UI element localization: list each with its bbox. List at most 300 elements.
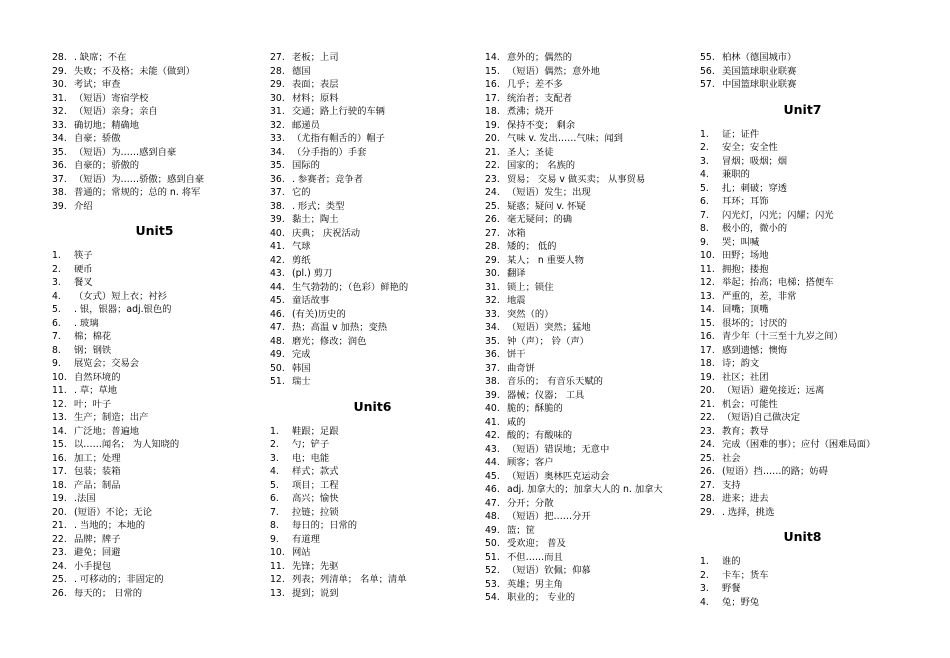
vocab-item xyxy=(700,344,905,358)
item-number: 3. xyxy=(52,277,61,288)
item-definition: 脆的；酥脆的 xyxy=(507,403,563,414)
vocab-item xyxy=(485,200,690,214)
item-number: 16. xyxy=(52,452,67,464)
item-number: 9. xyxy=(270,533,279,545)
item-definition: 意外的；偶然的 xyxy=(507,52,573,63)
item-definition: 展览会；交易会 xyxy=(74,358,140,369)
item-definition: 篮；筐 xyxy=(507,524,535,536)
item-number: 10. xyxy=(270,547,285,558)
unit-heading: Unit8 xyxy=(783,529,822,544)
item-number: 25. xyxy=(52,574,67,585)
item-definition: 职业的； 专业的 xyxy=(507,592,576,603)
item-number: 40. xyxy=(270,227,285,239)
item-number: 51. xyxy=(485,551,500,563)
item-number: 4. xyxy=(52,290,61,302)
vocab-item xyxy=(485,335,690,349)
vocab-item xyxy=(485,186,690,200)
item-number: 19. xyxy=(485,119,500,131)
vocab-item xyxy=(270,492,475,506)
item-definition: 器械；仪器； 工具 xyxy=(507,389,585,401)
vocab-item xyxy=(485,578,690,592)
item-definition: 感到遗憾；懊悔 xyxy=(722,344,788,356)
item-number: 47. xyxy=(270,322,285,333)
vocab-item xyxy=(270,362,475,376)
vocab-item xyxy=(270,348,475,362)
vocab-item xyxy=(485,308,690,322)
vocab-item xyxy=(270,51,475,65)
vocab-item xyxy=(52,587,257,601)
vocab-item xyxy=(270,452,475,466)
item-definition: 广泛地；普遍地 xyxy=(74,425,140,437)
vocab-item xyxy=(700,65,905,79)
vocab-item xyxy=(700,222,905,236)
item-number: 10. xyxy=(52,371,67,383)
vocab-item xyxy=(700,141,905,155)
vocab-item xyxy=(700,236,905,250)
item-definition: 社会 xyxy=(722,452,741,464)
vocab-item xyxy=(52,317,257,331)
item-definition: 很坏的；讨厌的 xyxy=(722,317,788,329)
item-number: 30. xyxy=(485,268,500,279)
item-number: 12. xyxy=(700,277,715,288)
item-definition: 老板；上司 xyxy=(292,52,339,63)
item-number: 36. xyxy=(485,349,500,360)
vocab-item xyxy=(270,227,475,241)
item-number: 54. xyxy=(485,592,500,603)
item-definition: 确切地；精确地 xyxy=(74,119,140,131)
vocab-item xyxy=(485,497,690,511)
vocab-item xyxy=(52,51,257,65)
vocab-item xyxy=(270,479,475,493)
item-number: 22. xyxy=(485,160,500,171)
vocab-item xyxy=(270,240,475,254)
vocab-item xyxy=(485,362,690,376)
vocab-item xyxy=(52,398,257,412)
vocab-item xyxy=(700,317,905,331)
vocab-item xyxy=(485,537,690,551)
item-number: 44. xyxy=(485,457,500,468)
vocab-item xyxy=(52,438,257,452)
item-definition: 进来；进去 xyxy=(722,493,769,504)
item-number: 14. xyxy=(700,304,715,315)
item-definition: 分开；分散 xyxy=(507,497,554,509)
item-definition: (pl.) 剪刀 xyxy=(292,268,333,279)
item-number: 2. xyxy=(700,569,709,581)
item-definition: （短语）偶然；意外地 xyxy=(507,65,600,77)
vocab-item xyxy=(52,560,257,574)
vocab-item xyxy=(700,182,905,196)
vocab-item xyxy=(485,524,690,538)
item-number: 22. xyxy=(700,412,715,423)
item-number: 33. xyxy=(270,133,285,144)
item-definition: 圣人；圣徒 xyxy=(507,146,554,158)
item-definition: 顾客；客户 xyxy=(507,457,554,468)
vocab-item xyxy=(52,290,257,304)
item-definition: 田野；场地 xyxy=(722,250,769,261)
item-number: 27. xyxy=(485,227,500,239)
vocab-item xyxy=(700,452,905,466)
item-definition: 介绍 xyxy=(74,200,93,212)
item-number: 23. xyxy=(700,425,715,437)
item-definition: 考试；审查 xyxy=(74,79,121,90)
item-definition: 翻译 xyxy=(507,268,526,279)
item-number: 24. xyxy=(52,560,67,572)
item-definition: （短语）突然；猛地 xyxy=(507,322,591,333)
column-4 xyxy=(700,51,905,609)
item-definition: 黏土；陶土 xyxy=(292,214,339,225)
vocab-item xyxy=(52,506,257,520)
item-number: 7. xyxy=(270,506,279,518)
item-definition: 磨光；修改；润色 xyxy=(292,335,367,347)
item-number: 39. xyxy=(52,200,67,212)
vocab-item xyxy=(700,479,905,493)
item-number: 31. xyxy=(485,281,500,293)
item-number: 52. xyxy=(485,565,500,576)
item-number: 25. xyxy=(700,452,715,464)
vocab-item xyxy=(52,173,257,187)
item-definition: 项目；工程 xyxy=(292,479,339,491)
item-number: 28. xyxy=(700,493,715,504)
vocab-item xyxy=(485,78,690,92)
item-definition: 瑞士 xyxy=(292,376,311,387)
vocab-item xyxy=(270,546,475,560)
item-definition: （短语）避免接近；远离 xyxy=(722,385,825,396)
item-number: 4. xyxy=(270,466,279,477)
vocab-item xyxy=(270,506,475,520)
item-number: 35. xyxy=(52,146,67,158)
vocab-item xyxy=(270,375,475,389)
vocab-item xyxy=(270,92,475,106)
item-number: 4. xyxy=(700,169,709,180)
vocab-item xyxy=(700,492,905,506)
item-number: 31. xyxy=(270,106,285,117)
vocab-item xyxy=(485,591,690,605)
item-number: 14. xyxy=(52,425,67,437)
item-number: 28. xyxy=(485,241,500,252)
item-definition: 教育；教导 xyxy=(722,425,769,437)
item-definition: 有道理 xyxy=(292,533,320,545)
item-definition: 疑惑；疑问 v. 怀疑 xyxy=(507,200,586,212)
item-number: 17. xyxy=(52,466,67,477)
item-number: 34. xyxy=(485,322,500,333)
unit-heading: Unit7 xyxy=(783,101,822,117)
vocab-item xyxy=(270,173,475,187)
vocab-item xyxy=(485,281,690,295)
vocab-item xyxy=(485,254,690,268)
item-definition: 极小的，微小的 xyxy=(722,223,788,234)
item-number: 26. xyxy=(485,214,500,225)
vocab-item xyxy=(700,438,905,452)
item-number: 16. xyxy=(485,79,500,90)
item-definition: 失败；不及格；未能（做到） xyxy=(74,65,195,77)
item-definition: .法国 xyxy=(74,493,96,504)
item-definition: . 缺席；不在 xyxy=(74,52,127,63)
item-number: 33. xyxy=(52,119,67,131)
vocab-item xyxy=(270,159,475,173)
vocab-item xyxy=(700,555,905,569)
item-number: 47. xyxy=(485,497,500,509)
item-definition: adj. 加拿大的；加拿大人的 n. 加拿大 xyxy=(507,484,663,495)
vocab-item xyxy=(52,344,257,358)
item-number: 8. xyxy=(700,223,709,234)
item-number: 5. xyxy=(270,479,279,491)
item-definition: 小手提包 xyxy=(74,560,112,572)
item-definition: . 形式；类型 xyxy=(292,200,345,212)
item-definition: （短语)自己做决定 xyxy=(722,412,801,423)
vocab-item xyxy=(485,159,690,173)
item-definition: （短语）把……分开 xyxy=(507,511,591,522)
item-definition: 某人； n 重要人物 xyxy=(507,254,584,266)
vocab-item xyxy=(700,357,905,371)
vocab-item xyxy=(700,596,905,610)
item-number: 8. xyxy=(52,344,61,356)
item-number: 24. xyxy=(485,187,500,198)
item-number: 15. xyxy=(485,65,500,77)
item-definition: 受欢迎； 普及 xyxy=(507,538,566,549)
vocab-item xyxy=(485,146,690,160)
item-number: 42. xyxy=(270,254,285,266)
item-number: 21. xyxy=(700,398,715,410)
vocab-item xyxy=(700,155,905,169)
vocab-item xyxy=(700,195,905,209)
item-number: 7. xyxy=(700,209,709,221)
item-number: 27. xyxy=(700,479,715,491)
item-definition: 社区；社团 xyxy=(722,371,769,383)
item-definition: 生气勃勃的；（色彩）鲜艳的 xyxy=(292,281,409,293)
vocab-item xyxy=(485,510,690,524)
item-definition: 诗；韵文 xyxy=(722,358,760,369)
item-number: 43. xyxy=(270,268,285,279)
item-definition: 兔；野兔 xyxy=(722,596,760,608)
vocab-item xyxy=(485,429,690,443)
item-number: 36. xyxy=(270,173,285,185)
vocab-item xyxy=(485,132,690,146)
vocab-item xyxy=(485,348,690,362)
item-definition: 不但……而且 xyxy=(507,551,563,563)
vocab-item xyxy=(270,465,475,479)
item-number: 32. xyxy=(485,295,500,306)
item-definition: 拥抱；搂抱 xyxy=(722,263,769,275)
vocab-item xyxy=(700,290,905,304)
vocab-item xyxy=(52,263,257,277)
item-definition: 加工；处理 xyxy=(74,452,121,464)
item-number: 23. xyxy=(52,547,67,558)
item-definition: 国际的 xyxy=(292,160,320,171)
item-number: 20. xyxy=(700,385,715,396)
item-number: 34. xyxy=(270,146,285,158)
item-definition: 气球 xyxy=(292,241,311,252)
vocab-item xyxy=(270,186,475,200)
vocab-item xyxy=(700,78,905,92)
item-number: 32. xyxy=(270,119,285,131)
item-definition: . 当地的；本地的 xyxy=(74,520,145,531)
vocab-item xyxy=(52,159,257,173)
item-number: 38. xyxy=(270,200,285,212)
item-definition: （短语）发生；出现 xyxy=(507,187,591,198)
vocab-item xyxy=(700,51,905,65)
item-definition: 勺；铲子 xyxy=(292,439,330,450)
item-number: 7. xyxy=(52,331,61,342)
item-definition: 突然（的） xyxy=(507,308,554,320)
vocab-item xyxy=(52,249,257,263)
vocab-item xyxy=(52,330,257,344)
vocab-item xyxy=(485,375,690,389)
vocab-item xyxy=(485,321,690,335)
item-definition: 冰箱 xyxy=(507,227,526,239)
vocab-item xyxy=(700,128,905,142)
vocab-item xyxy=(52,546,257,560)
item-definition: 生产；制造；出产 xyxy=(74,412,149,423)
item-number: 42. xyxy=(485,430,500,441)
item-definition: （短语）为……骄傲；感到自豪 xyxy=(74,173,205,185)
item-definition: 完成 xyxy=(292,349,311,360)
vocab-item xyxy=(700,582,905,596)
item-number: 55. xyxy=(700,52,715,63)
vocab-item xyxy=(700,569,905,583)
item-definition: 哭；叫喊 xyxy=(722,236,760,248)
item-definition: 先锋；先驱 xyxy=(292,560,339,572)
vocab-item xyxy=(52,65,257,79)
item-definition: 举起；抬高；电梯；搭便车 xyxy=(722,277,834,288)
item-number: 29. xyxy=(700,506,715,518)
item-number: 43. xyxy=(485,443,500,455)
vocab-item xyxy=(52,492,257,506)
item-definition: （短语）为……感到自豪 xyxy=(74,146,177,158)
item-number: 48. xyxy=(270,335,285,347)
item-definition: 耳环；耳饰 xyxy=(722,196,769,207)
item-number: 2. xyxy=(52,263,61,275)
vocab-item xyxy=(270,254,475,268)
vocab-item xyxy=(485,456,690,470)
item-definition: . 可移动的；非固定的 xyxy=(74,574,164,585)
item-number: 34. xyxy=(52,133,67,144)
item-number: 48. xyxy=(485,511,500,522)
item-number: 31. xyxy=(52,92,67,104)
vocab-item xyxy=(485,294,690,308)
item-definition: 饼干 xyxy=(507,349,526,360)
item-definition: 叶；叶子 xyxy=(74,398,112,410)
item-definition: 韩国 xyxy=(292,362,311,374)
item-definition: 自然环境的 xyxy=(74,371,121,383)
item-number: 18. xyxy=(485,106,500,117)
item-definition: 普通的；常规的；总的 n. 将军 xyxy=(74,187,201,198)
vocab-item xyxy=(485,402,690,416)
item-number: 18. xyxy=(700,358,715,369)
item-definition: . 玻璃 xyxy=(74,317,99,329)
item-definition: 煮沸；烧开 xyxy=(507,106,554,117)
item-number: 1. xyxy=(700,128,709,140)
item-number: 37. xyxy=(485,362,500,374)
item-definition: （短语）奥林匹克运动会 xyxy=(507,470,610,482)
vocab-item xyxy=(270,213,475,227)
vocab-item xyxy=(52,92,257,106)
item-number: 24. xyxy=(700,439,715,450)
item-definition: （短语）错误地；无意中 xyxy=(507,443,610,455)
item-definition: 电；电能 xyxy=(292,452,330,464)
vocab-item xyxy=(270,132,475,146)
item-definition: . 选择，挑选 xyxy=(722,506,775,518)
item-definition: （短语）寄宿学校 xyxy=(74,92,149,104)
item-number: 17. xyxy=(485,92,500,104)
item-number: 56. xyxy=(700,65,715,77)
vocab-item xyxy=(270,78,475,92)
vocab-item xyxy=(700,276,905,290)
item-definition: . 草；草地 xyxy=(74,385,118,396)
item-number: 27. xyxy=(270,52,285,63)
item-number: 51. xyxy=(270,376,285,387)
item-definition: 青少年（十三至十九岁之间） xyxy=(722,331,843,342)
item-number: 30. xyxy=(52,79,67,90)
item-number: 20. xyxy=(485,133,500,144)
vocab-item xyxy=(52,425,257,439)
item-definition: （短语）钦佩；仰慕 xyxy=(507,565,591,576)
item-definition: 矮的； 低的 xyxy=(507,241,557,252)
item-definition: 邮递员 xyxy=(292,119,320,131)
item-number: 29. xyxy=(270,79,285,90)
item-number: 36. xyxy=(52,160,67,171)
vocab-item xyxy=(700,411,905,425)
item-definition: 表面；表层 xyxy=(292,79,339,90)
item-definition: 棉；棉花 xyxy=(74,331,112,342)
item-definition: . 银，银器；adj.银色的 xyxy=(74,304,172,315)
item-number: 2. xyxy=(270,439,279,450)
item-definition: 硬币 xyxy=(74,263,93,275)
item-definition: 锁上；锁住 xyxy=(507,281,554,293)
item-definition: 卡车；货车 xyxy=(722,569,769,581)
item-number: 26. xyxy=(52,587,67,599)
vocab-item xyxy=(700,330,905,344)
item-definition: 样式；款式 xyxy=(292,466,339,477)
item-definition: 筷子 xyxy=(74,250,93,261)
item-definition: 每天的； 日常的 xyxy=(74,587,143,599)
item-number: 9. xyxy=(700,236,709,248)
item-definition: 谁的 xyxy=(722,556,741,567)
item-number: 14. xyxy=(485,52,500,63)
item-definition: 品牌；牌子 xyxy=(74,533,121,545)
item-number: 11. xyxy=(270,560,285,572)
vocab-item xyxy=(700,384,905,398)
vocab-item xyxy=(485,564,690,578)
item-definition: 材料；原料 xyxy=(292,92,339,104)
item-definition: 兼职的 xyxy=(722,169,750,180)
item-number: 45. xyxy=(485,470,500,482)
item-definition: （女式）短上衣；衬衫 xyxy=(74,290,167,302)
vocab-item xyxy=(270,146,475,160)
item-definition: 产品；制品 xyxy=(74,479,121,491)
item-definition: 鞋跟；足跟 xyxy=(292,425,339,437)
item-definition: （短语）亲身；亲自 xyxy=(74,106,158,117)
item-number: 3. xyxy=(270,452,279,464)
item-definition: 贸易； 交易 v 做买卖； 从事贸易 xyxy=(507,173,646,185)
item-number: 35. xyxy=(270,160,285,171)
vocab-item xyxy=(270,321,475,335)
vocab-item xyxy=(52,276,257,290)
item-definition: 中国篮球职业联赛 xyxy=(722,79,797,90)
vocab-item xyxy=(700,168,905,182)
item-definition: 拉链；拉锁 xyxy=(292,506,339,518)
item-definition: 列表；列清单； 名单；清单 xyxy=(292,574,407,585)
vocab-item xyxy=(52,479,257,493)
item-number: 45. xyxy=(270,295,285,306)
item-definition: 闪光灯，闪光；闪耀；闪光 xyxy=(722,209,834,221)
vocab-item xyxy=(270,560,475,574)
vocab-item xyxy=(270,573,475,587)
item-definition: 冒烟；吸烟；烟 xyxy=(722,155,788,167)
vocab-item xyxy=(485,240,690,254)
vocab-item xyxy=(485,51,690,65)
item-number: 49. xyxy=(485,524,500,536)
item-number: 46. xyxy=(485,484,500,495)
